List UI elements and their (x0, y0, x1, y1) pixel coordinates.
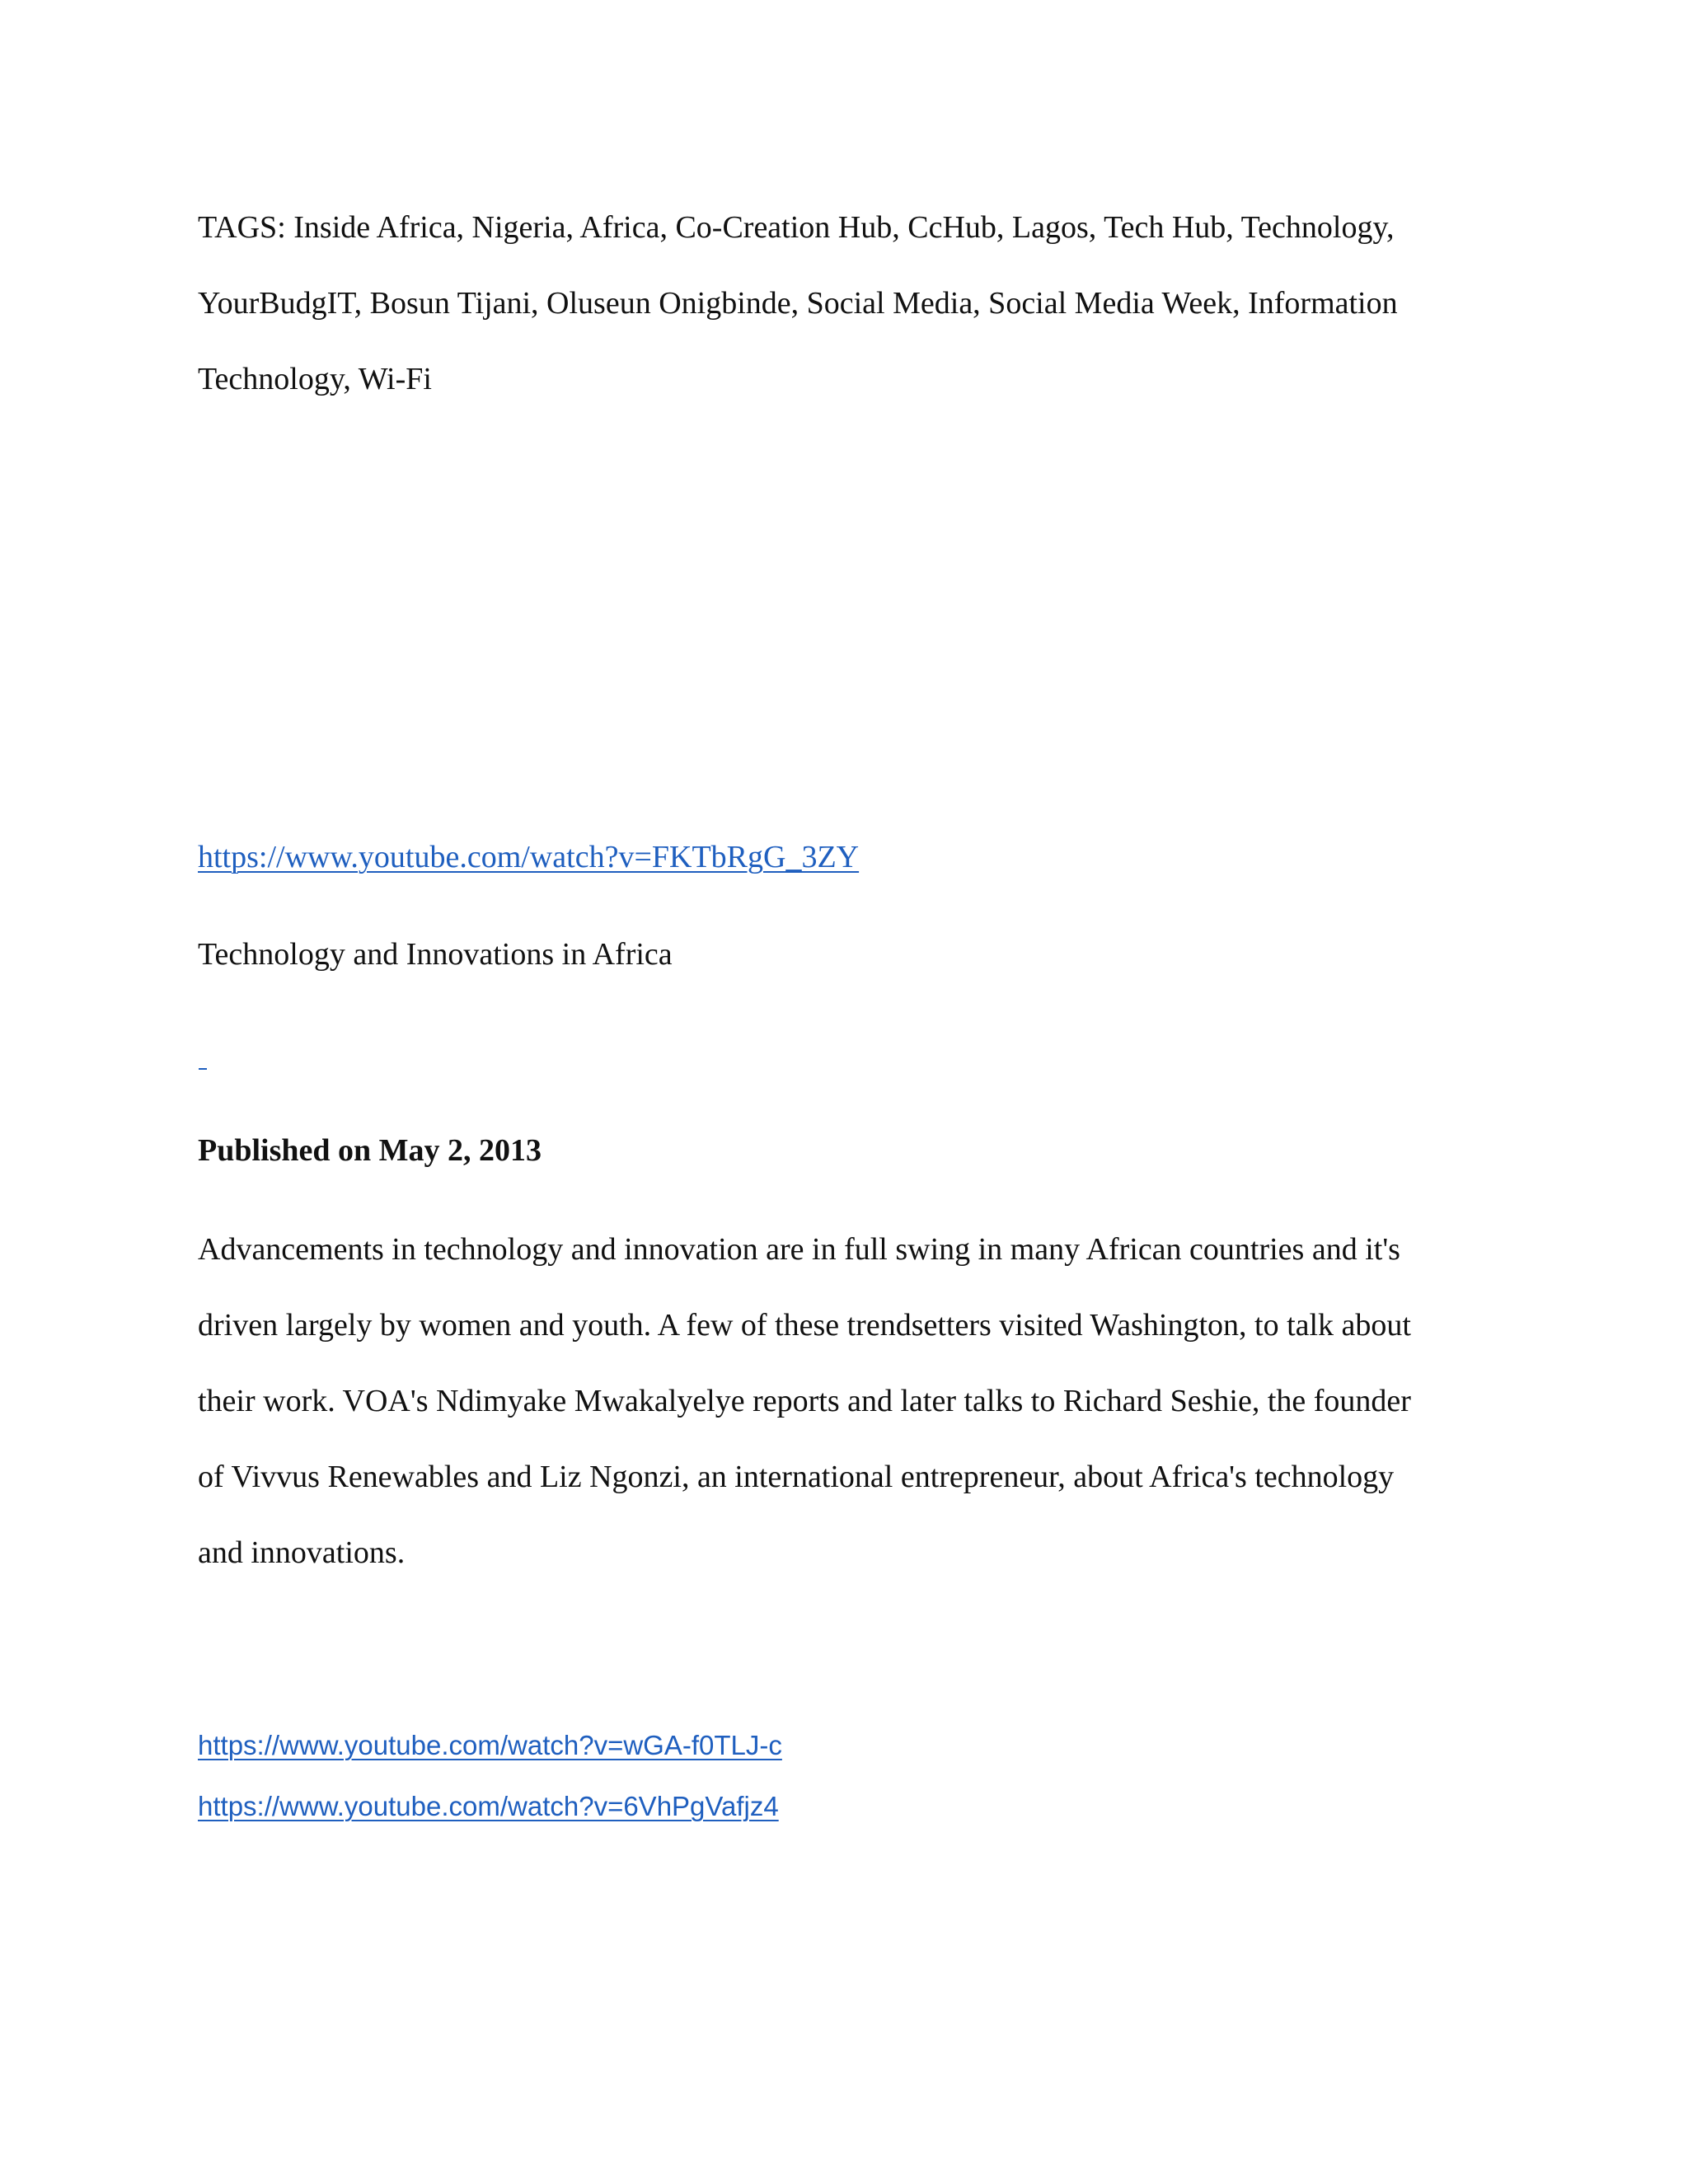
tags-line-1: TAGS: Inside Africa, Nigeria, Africa, Co-Creation Hub, CcHub, Lagos, Tech Hub, Technology, (198, 210, 1395, 245)
empty-link-underline[interactable] (199, 1068, 207, 1070)
video-title: Technology and Innovations in Africa (198, 937, 673, 972)
tags-paragraph (198, 190, 1500, 417)
description-line-1: Advancements in technology and innovation are in full swing in many African countries and it's (198, 1232, 1400, 1267)
description-line-3: their work. VOA's Ndimyake Mwakalyelye reports and later talks to Richard Seshie, the founder (198, 1384, 1411, 1418)
description-line-5: and innovations. (198, 1535, 406, 1570)
video-description (198, 1212, 1517, 1591)
published-date: Published on May 2, 2013 (198, 1133, 542, 1168)
tags-line-3: Technology, Wi-Fi (198, 362, 432, 396)
youtube-link-1[interactable]: https://www.youtube.com/watch?v=FKTbRgG_3ZY (198, 840, 860, 874)
tags-line-2: YourBudgIT, Bosun Tijani, Oluseun Onigbinde, Social Media, Social Media Week, Information (198, 286, 1398, 321)
description-line-2: driven largely by women and youth. A few of these trendsetters visited Washington, to talk about (198, 1308, 1411, 1343)
youtube-link-2[interactable]: https://www.youtube.com/watch?v=wGA-f0TLJ-c (198, 1730, 782, 1760)
description-line-4: of Vivvus Renewables and Liz Ngonzi, an international entrepreneur, about Africa's technology (198, 1460, 1395, 1494)
youtube-link-3[interactable]: https://www.youtube.com/watch?v=6VhPgVafjz4 (198, 1791, 779, 1821)
